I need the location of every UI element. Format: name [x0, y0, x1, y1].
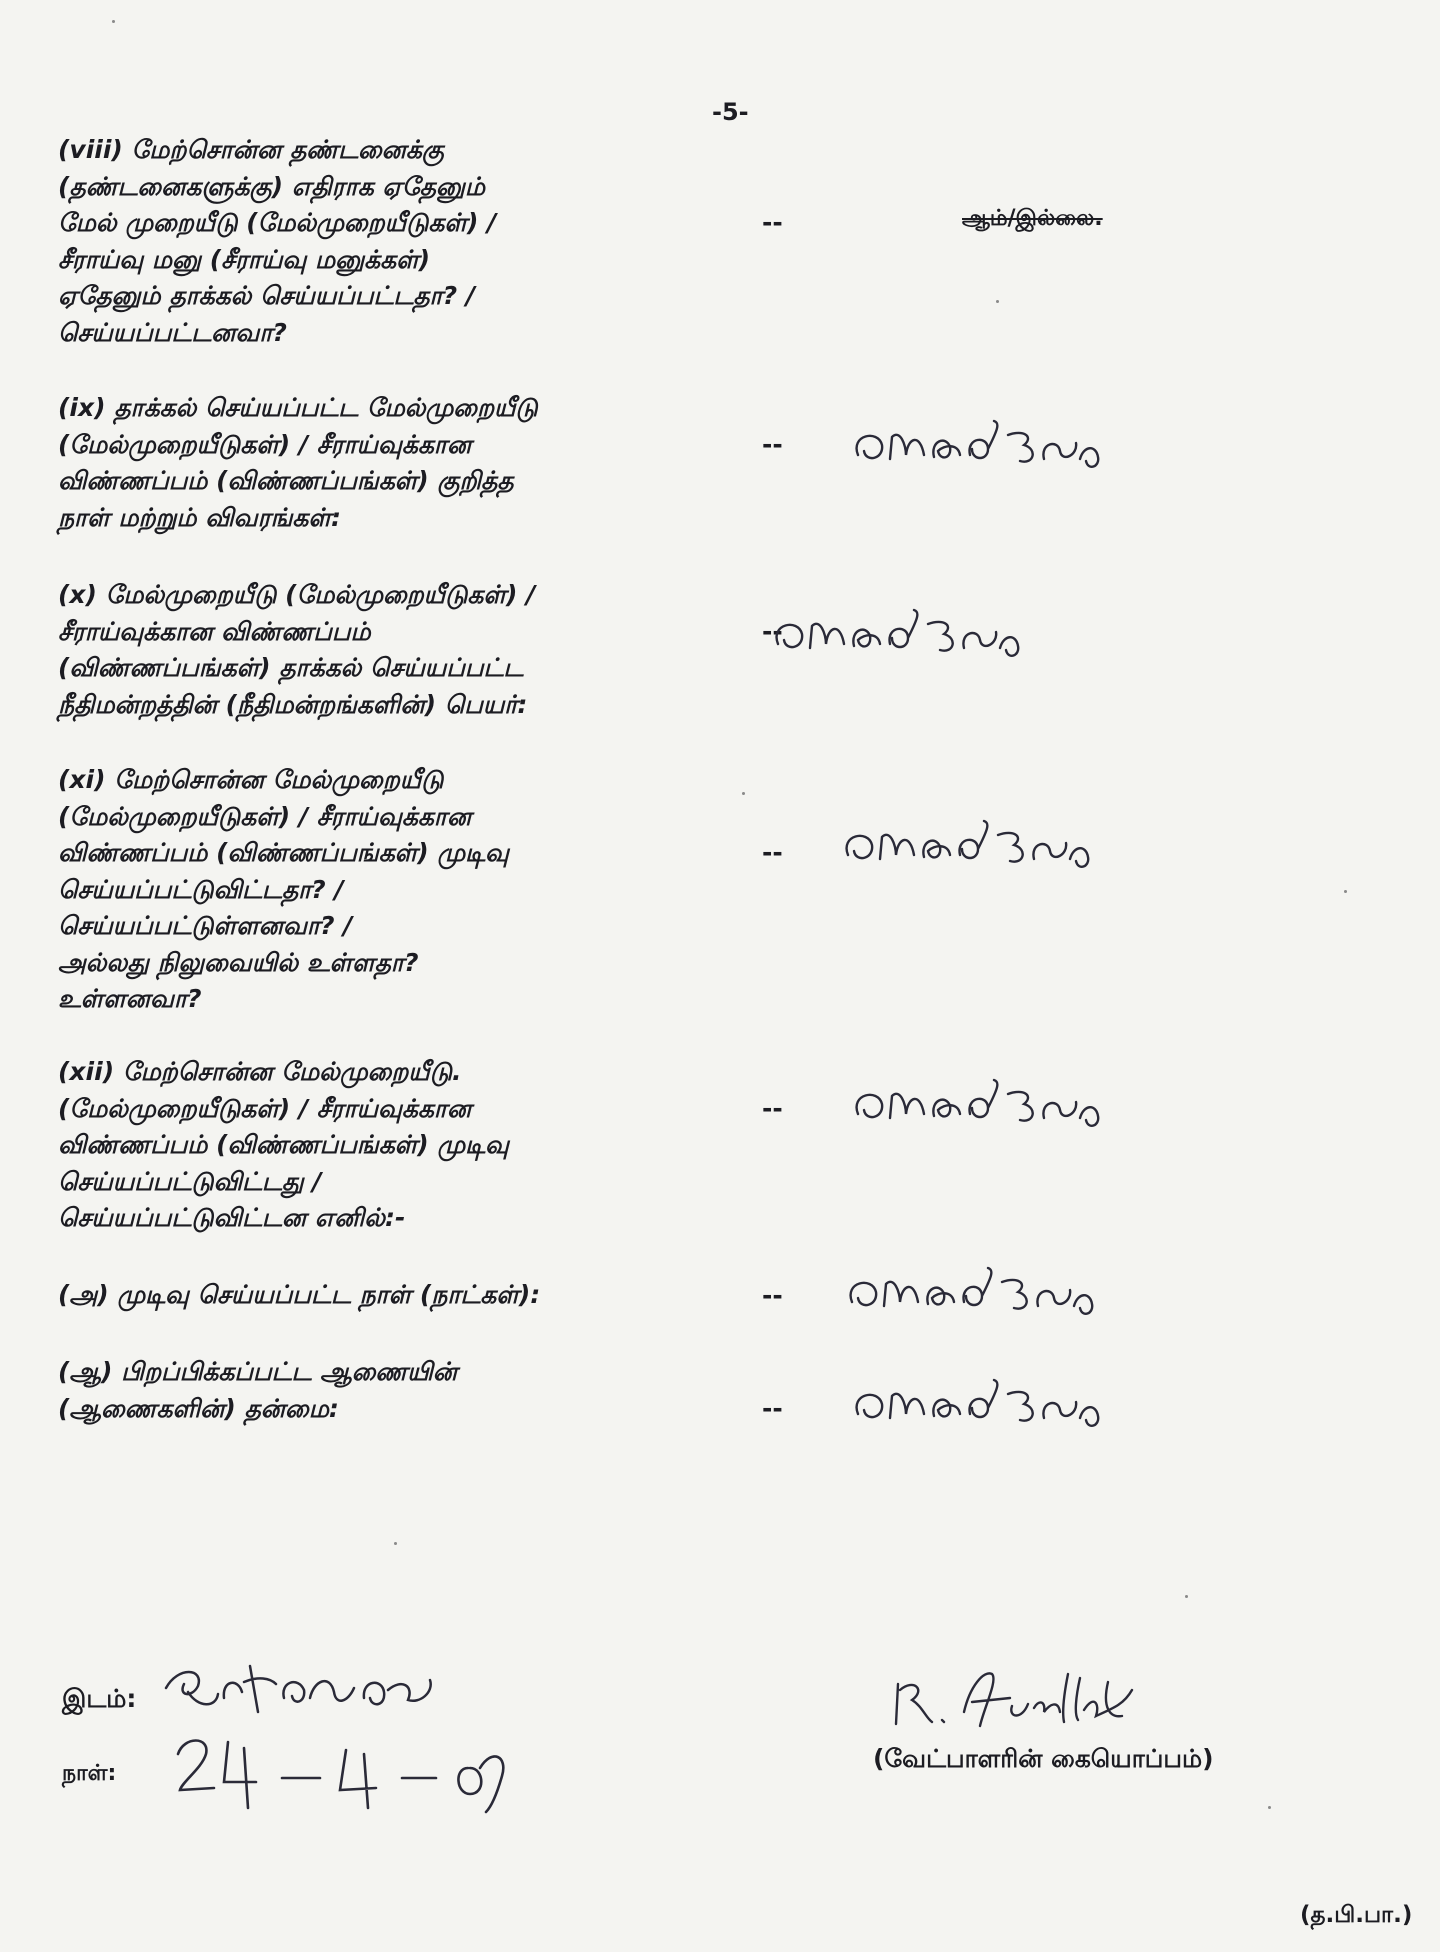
question-line: (xii) மேற்சொன்ன மேல்முறையீடு.: [58, 1057, 462, 1086]
footer-mark: (த.பி.பா.): [1300, 1902, 1413, 1928]
place-label: இடம்:: [62, 1684, 137, 1713]
question-line: விண்ணப்பம் (விண்ணப்பங்கள்) முடிவு: [58, 838, 509, 867]
question-ix: [58, 390, 538, 536]
question-line: மேல் முறையீடு (மேல்முறையீடுகள்) /: [58, 208, 497, 237]
handwritten-answer-not-applicable: [848, 1374, 1188, 1434]
answer-dash: --: [762, 617, 783, 646]
question-line: செய்யப்பட்டுவிட்டது /: [58, 1166, 322, 1196]
question-line: (மேல்முறையீடுகள்) / சீராய்வுக்கான: [58, 801, 472, 831]
question-line: (ஆ) பிறப்பிக்கப்பட்ட ஆணையின்: [58, 1357, 458, 1386]
question-xi: [58, 762, 509, 1018]
question-line: சீராய்வு மனு (சீராய்வு மனுக்கள்): [58, 244, 431, 274]
scan-speck: [1185, 1595, 1188, 1598]
answer-dash: --: [762, 430, 783, 459]
question-xii: [58, 1054, 509, 1237]
question-line: செய்யப்பட்டுவிட்டதா? /: [58, 874, 344, 904]
question-line: (viii) மேற்சொன்ன தண்டனைக்கு: [58, 135, 444, 164]
answer-dash: --: [762, 1394, 783, 1423]
question-line: நாள் மற்றும் விவரங்கள்:: [58, 502, 341, 532]
signature-caption: (வேட்பாளரின் கையொப்பம்): [873, 1744, 1214, 1773]
date-label: நாள்:: [62, 1761, 117, 1786]
question-line: உள்ளனவா?: [58, 984, 202, 1013]
handwritten-answer-not-applicable: [842, 1262, 1182, 1322]
page-number: -5-: [712, 98, 749, 126]
question-line: ஏதேனும் தாக்கல் செய்யப்பட்டதா? /: [58, 281, 475, 310]
handwritten-answer-not-applicable: [848, 415, 1188, 475]
scan-speck: [1344, 890, 1347, 893]
handwritten-answer-not-applicable: [848, 1074, 1188, 1134]
question-line: (தண்டனைகளுக்கு) எதிராக ஏதேனும்: [58, 171, 486, 201]
scan-speck: [1268, 1806, 1271, 1809]
answer-dash: --: [762, 1094, 783, 1123]
answer-yes-no-struck: ஆம்/இல்லை.: [962, 206, 1103, 231]
question-line: விண்ணப்பம் (விண்ணப்பங்கள்) முடிவு: [58, 1130, 509, 1159]
answer-dash: --: [762, 208, 783, 237]
question-x: [58, 577, 535, 723]
question-line: செய்யப்பட்டுவிட்டன எனில்:-: [58, 1203, 406, 1232]
question-line: நீதிமன்றத்தின் (நீதிமன்றங்களின்) பெயர்:: [58, 689, 528, 719]
scan-speck: [742, 792, 745, 795]
question-line: (xi) மேற்சொன்ன மேல்முறையீடு: [58, 765, 444, 794]
scan-speck: [394, 1542, 397, 1545]
question-line: விண்ணப்பம் (விண்ணப்பங்கள்) குறித்த: [58, 466, 514, 495]
question-line: செய்யப்பட்டுள்ளனவா? /: [58, 911, 353, 940]
question-line: அல்லது நிலுவையில் உள்ளதா?: [58, 947, 419, 977]
question-a: [58, 1277, 540, 1314]
question-viii: [58, 132, 496, 351]
question-line: (ix) தாக்கல் செய்யப்பட்ட மேல்முறையீடு: [58, 393, 538, 422]
answer-dash: --: [762, 1281, 783, 1310]
question-line: (மேல்முறையீடுகள்) / சீராய்வுக்கான: [58, 429, 472, 459]
question-aa: [58, 1354, 457, 1427]
question-line: (ஆணைகளின்) தன்மை:: [58, 1393, 339, 1423]
handwritten-signature: [888, 1660, 1208, 1750]
question-line: (விண்ணப்பங்கள்) தாக்கல் செய்யப்பட்ட: [58, 653, 524, 682]
question-line: (மேல்முறையீடுகள்) / சீராய்வுக்கான: [58, 1093, 472, 1123]
handwritten-answer-not-applicable: [768, 604, 1108, 664]
question-line: (அ) முடிவு செய்யப்பட்ட நாள் (நாட்கள்):: [58, 1280, 541, 1309]
handwritten-place-name: [158, 1652, 478, 1732]
question-line: (x) மேல்முறையீடு (மேல்முறையீடுகள்) /: [58, 580, 536, 609]
question-line: செய்யப்பட்டனவா?: [58, 317, 287, 347]
scan-speck: [996, 300, 999, 303]
question-line: சீராய்வுக்கான விண்ணப்பம்: [58, 616, 371, 646]
handwritten-answer-not-applicable: [838, 815, 1178, 875]
scan-speck: [112, 20, 115, 23]
answer-dash: --: [762, 838, 783, 867]
handwritten-date: [170, 1728, 520, 1818]
